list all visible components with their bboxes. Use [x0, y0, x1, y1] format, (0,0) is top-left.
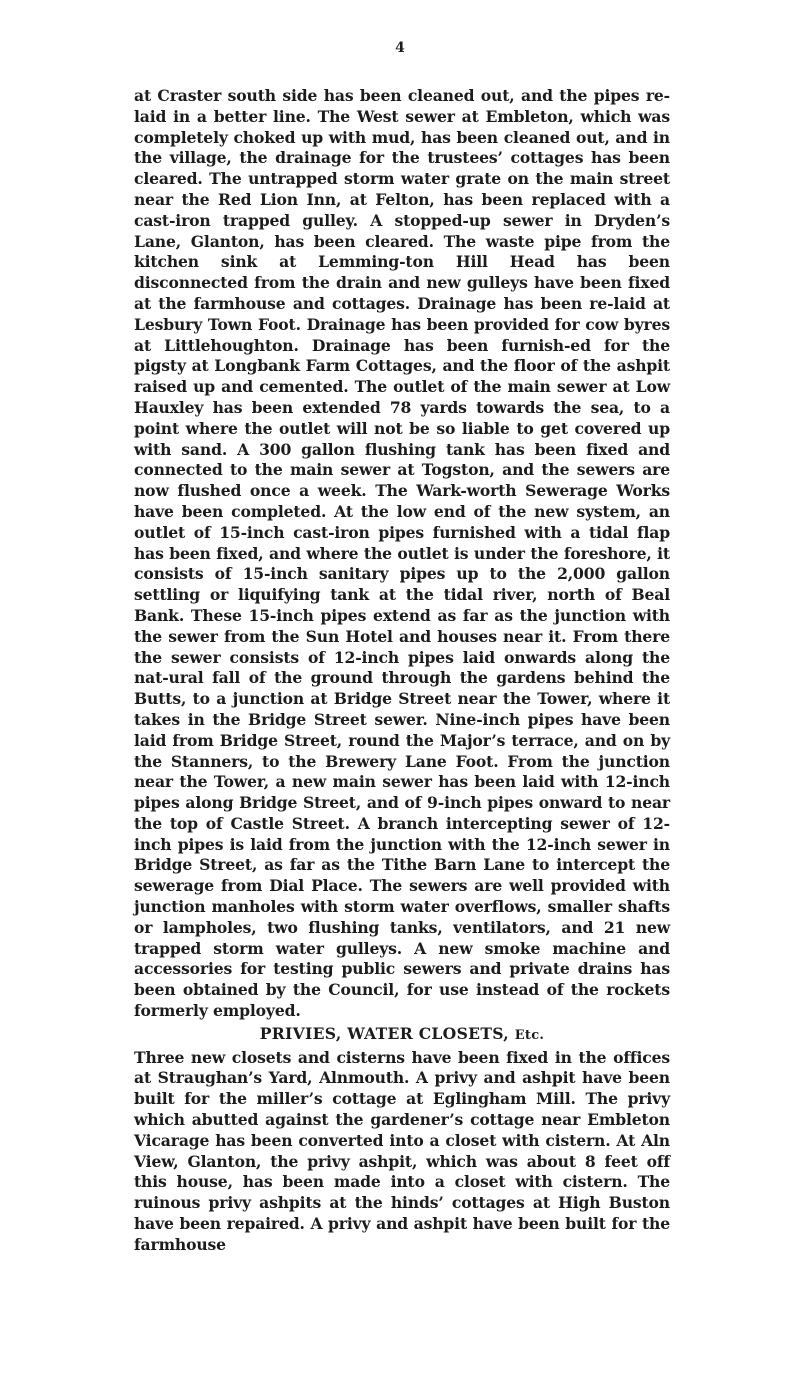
paragraph-sewerage: at Craster south side has been cleaned out, and the pipes re-laid in a better line. The West sewer at Embleton, which was completely choked up with mud, has been cleaned out, and in the village, the drainage for the trustees’ cottages has been cleared. The untrapped storm water grate on the main street near the Red Lion Inn, at Felton, has been replaced with a cast-iron trapped gulley. A stopped-up sewer in Dryden’s Lane, Glanton, has been cleared. The waste pipe from the kitchen sink at Lemming-ton Hill Head has been disconnected from the drain and new gulleys have been fixed at the farmhouse and cottages. Drainage has been re-laid at Lesbury Town Foot. Drainage has been provided for cow byres at Littlehoughton. Drainage has been furnish-ed for the pigsty at Longbank Farm Cottages, and the floor of the ashpit raised up and cemented. The outlet of the main sewer at Low Hauxley has been extended 78 yards towards the sea, to a point where the outlet will not be so liable to get covered up with sand. A 300 gallon flushing tank has been fixed and connected to the main sewer at Togston, and the sewers are now flushed once a week. The Wark-worth Sewerage Works have been completed. At the low end of the new system, an outlet of 15-inch cast-iron pipes furnished with a tidal flap has been fixed, and where the outlet is under the foreshore, it consists of 15-inch sanitary pipes up to the 2,000 gallon settling or liquifying tank at the tidal river, north of Beal Bank. These 15-inch pipes extend as far as the junction with the sewer from the Sun Hotel and houses near it. From there the sewer consists of 12-inch pipes laid onwards along the nat-ural fall of the ground through the gardens behind the Butts, to a junction at Bridge Street near the Tower, where it takes in the Bridge Street sewer. Nine-inch pipes have been laid from Bridge Street, round the Major’s terrace, and on by the Stanners, to the Brewery Lane Foot. From the junction near the Tower, a new main sewer has been laid with 12-inch pipes along Bridge Street, and of 9-inch pipes onward to near the top of Castle Street. A branch intercepting sewer of 12-inch pipes is laid from the junction with the 12-inch sewer in Bridge Street, as far as the Tithe Barn Lane to intercept the sewerage from Dial Place. The sewers are well provided with junction manholes with storm water overflows, smaller shafts or lampholes, two flushing tanks, ventilators, and 21 new trapped storm water gulleys. A new smoke machine and accessories for testing public sewers and private drains has been obtained by the Council, for use instead of the rockets formerly employed.	[134, 86, 670, 1021]
page-number: 4	[395, 40, 405, 56]
paragraph-privies: Three new closets and cisterns have been fixed in the offices at Straughan’s Yard, Alnmouth. A privy and ashpit have been built for the miller’s cottage at Eglingham Mill. The privy which abutted against the gardener’s cottage near Embleton Vicarage has been converted into a closet with cistern. At Aln View, Glanton, the privy ashpit, which was about 8 feet off this house, has been made into a closet with cistern. The ruinous privy ashpits at the hinds’ cottages at High Buston have been repaired. A privy and ashpit have been built for the farmhouse	[134, 1047, 670, 1254]
section-heading-main: PRIVIES, WATER CLOSETS,	[259, 1023, 515, 1043]
section-heading-privies	[134, 1024, 670, 1047]
document-body	[134, 86, 670, 1256]
section-heading-etc: Etc.	[514, 1027, 545, 1043]
